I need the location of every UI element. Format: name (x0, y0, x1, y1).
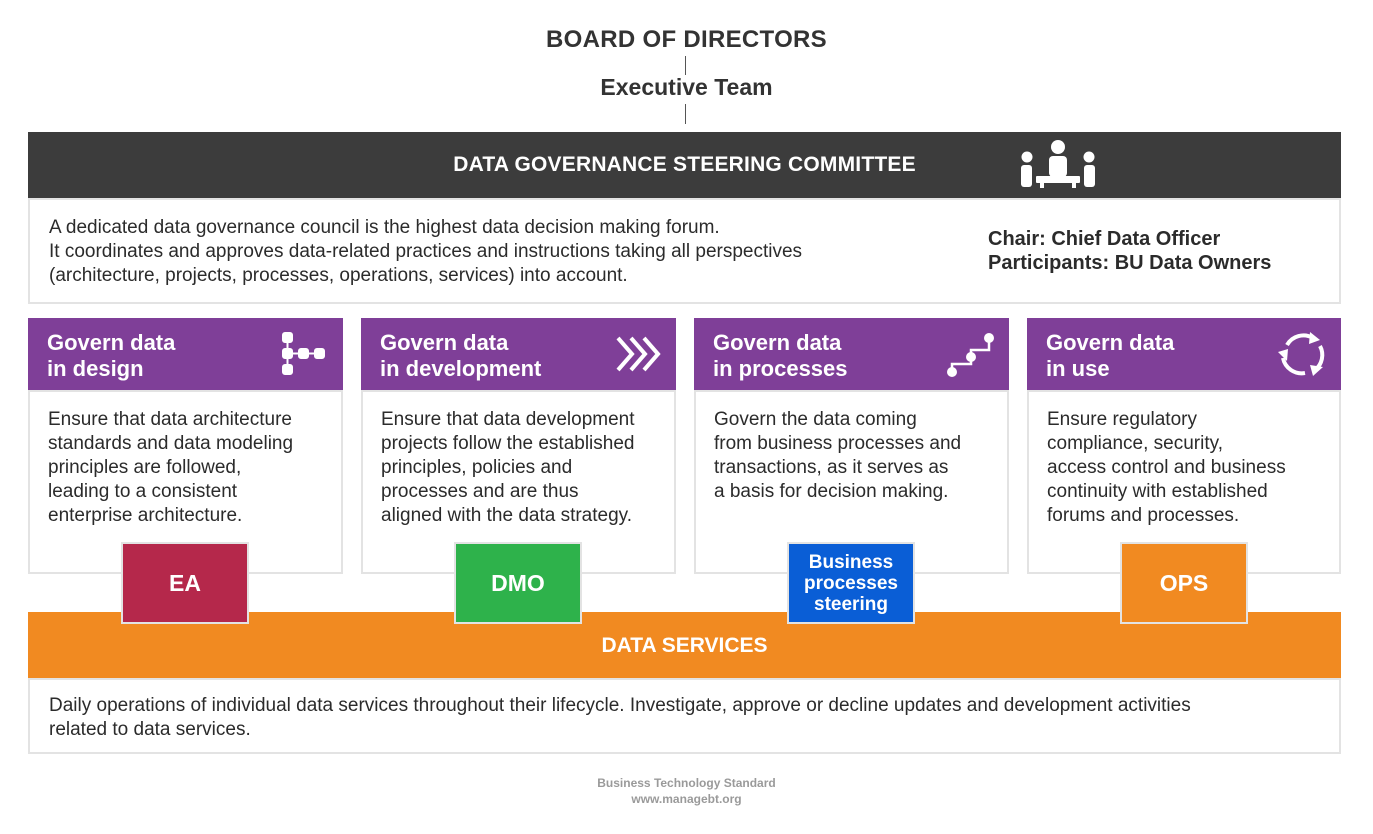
data-services-text: Daily operations of individual data services throughout their lifecycle. Investigate, approve or decline updates and development activities related to data services. (49, 695, 1191, 740)
tag-business-processes-steering: Business processes steering (787, 542, 915, 624)
tag-dmo: DMO (454, 542, 582, 624)
column-design-title: Govern data in design (47, 330, 176, 381)
data-services-description (28, 678, 1341, 754)
participants-label: Participants: BU Data Owners (988, 252, 1272, 274)
column-processes-text: Govern the data coming from business processes and transactions, as it serves as a basis for decision making. (714, 409, 962, 502)
hierarchy-icon (279, 330, 329, 378)
process-path-icon (945, 330, 995, 378)
chair-label: Chair: Chief Data Officer (988, 228, 1221, 250)
board-of-directors-label: BOARD OF DIRECTORS (546, 26, 827, 53)
footer-standard: Business Technology Standard (597, 776, 776, 790)
cycle-arrows-icon (1277, 330, 1327, 378)
column-processes-title: Govern data in processes (713, 330, 848, 381)
column-design-text: Ensure that data architecture standards and data modeling principles are followed, leading to a consistent enterprise architecture. (48, 409, 294, 526)
column-use-title: Govern data in use (1046, 330, 1175, 381)
steering-committee-title: DATA GOVERNANCE STEERING COMMITTEE (453, 153, 916, 176)
description-line: It coordinates and approves data-related practices and instructions taking all perspectives (49, 241, 803, 262)
column-processes-header (694, 318, 1009, 390)
footer-website: www.managebt.org (631, 792, 742, 806)
steering-roles (988, 227, 1271, 275)
tag-ops: OPS (1120, 542, 1248, 624)
column-use-header (1027, 318, 1341, 390)
column-development-title: Govern data in development (380, 330, 542, 381)
chevrons-icon (612, 330, 662, 378)
steering-description-text (49, 216, 929, 288)
column-development-text: Ensure that data development projects follow the established principles, policies and processes and are thus aligned with the data strategy. (381, 409, 635, 526)
connector-line (685, 104, 686, 124)
connector-line (685, 56, 686, 75)
steering-committee-description (28, 198, 1341, 304)
column-use-text: Ensure regulatory compliance, security, access control and business continuity with established forums and processes. (1047, 409, 1286, 526)
data-services-title: DATA SERVICES (601, 634, 768, 657)
description-line: A dedicated data governance council is the highest data decision making forum. (49, 217, 720, 238)
steering-committee-header (28, 132, 1341, 198)
executive-team-label: Executive Team (600, 74, 773, 100)
meeting-people-icon (1016, 138, 1100, 190)
tag-ea: EA (121, 542, 249, 624)
column-design-header (28, 318, 343, 390)
description-line: (architecture, projects, processes, operations, services) into account. (49, 265, 628, 286)
column-development-header (361, 318, 676, 390)
